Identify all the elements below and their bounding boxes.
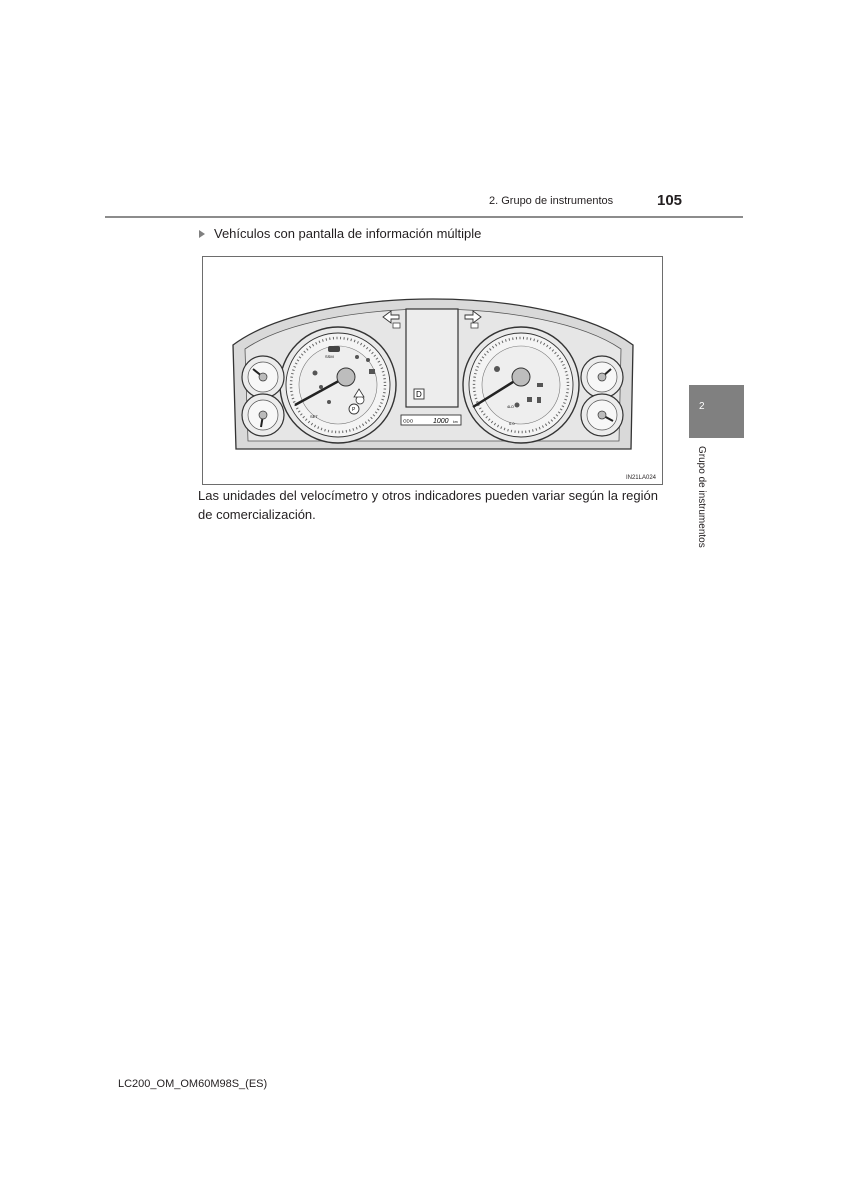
warning-light-icon bbox=[369, 369, 375, 374]
trip-zero-label: 0.0 bbox=[509, 421, 515, 426]
intro-line bbox=[199, 226, 481, 241]
document-code: LC200_OM_OM60M98S_(ES) bbox=[118, 1078, 268, 1090]
svg-text:km: km bbox=[453, 420, 458, 424]
fog-light-icon bbox=[393, 323, 400, 328]
chapter-number: 2 bbox=[699, 401, 705, 412]
headlight-icon bbox=[471, 323, 478, 328]
odometer-value: 1000 bbox=[433, 418, 449, 425]
svg-text:ODO: ODO bbox=[403, 418, 414, 424]
indicator-icon bbox=[313, 371, 318, 376]
header-rule bbox=[105, 216, 743, 218]
small-gauge-left-bottom bbox=[242, 394, 284, 436]
cruise-icon bbox=[494, 366, 500, 372]
page-number: 105 bbox=[657, 192, 683, 209]
instrument-cluster-illustration bbox=[203, 257, 664, 486]
bullet-triangle-icon bbox=[199, 230, 205, 238]
instrument-cluster-figure bbox=[202, 256, 663, 485]
figure-caption: Las unidades del velocímetro y otros indicadores pueden variar según la región de comercialización. bbox=[198, 488, 658, 522]
set-label: SET bbox=[310, 414, 318, 419]
svg-text:P: P bbox=[352, 407, 356, 413]
four-lo-label: 4LO bbox=[507, 405, 514, 409]
chapter-title-vertical: Grupo de instrumentos bbox=[696, 446, 707, 548]
intro-text: Vehículos con pantalla de información múltiple bbox=[214, 226, 482, 241]
small-gauge-right-top bbox=[581, 356, 623, 398]
chapter-tab bbox=[689, 385, 744, 438]
speedometer bbox=[280, 327, 396, 443]
ssm-label: SSM bbox=[325, 354, 334, 359]
svg-text:D: D bbox=[416, 390, 422, 399]
section-title: 2. Grupo de instrumentos bbox=[489, 195, 614, 207]
figure-code: IN21LA024 bbox=[625, 475, 656, 481]
tachometer bbox=[463, 327, 579, 443]
small-gauge-left-top bbox=[242, 356, 284, 398]
small-gauge-right-bottom bbox=[581, 394, 623, 436]
